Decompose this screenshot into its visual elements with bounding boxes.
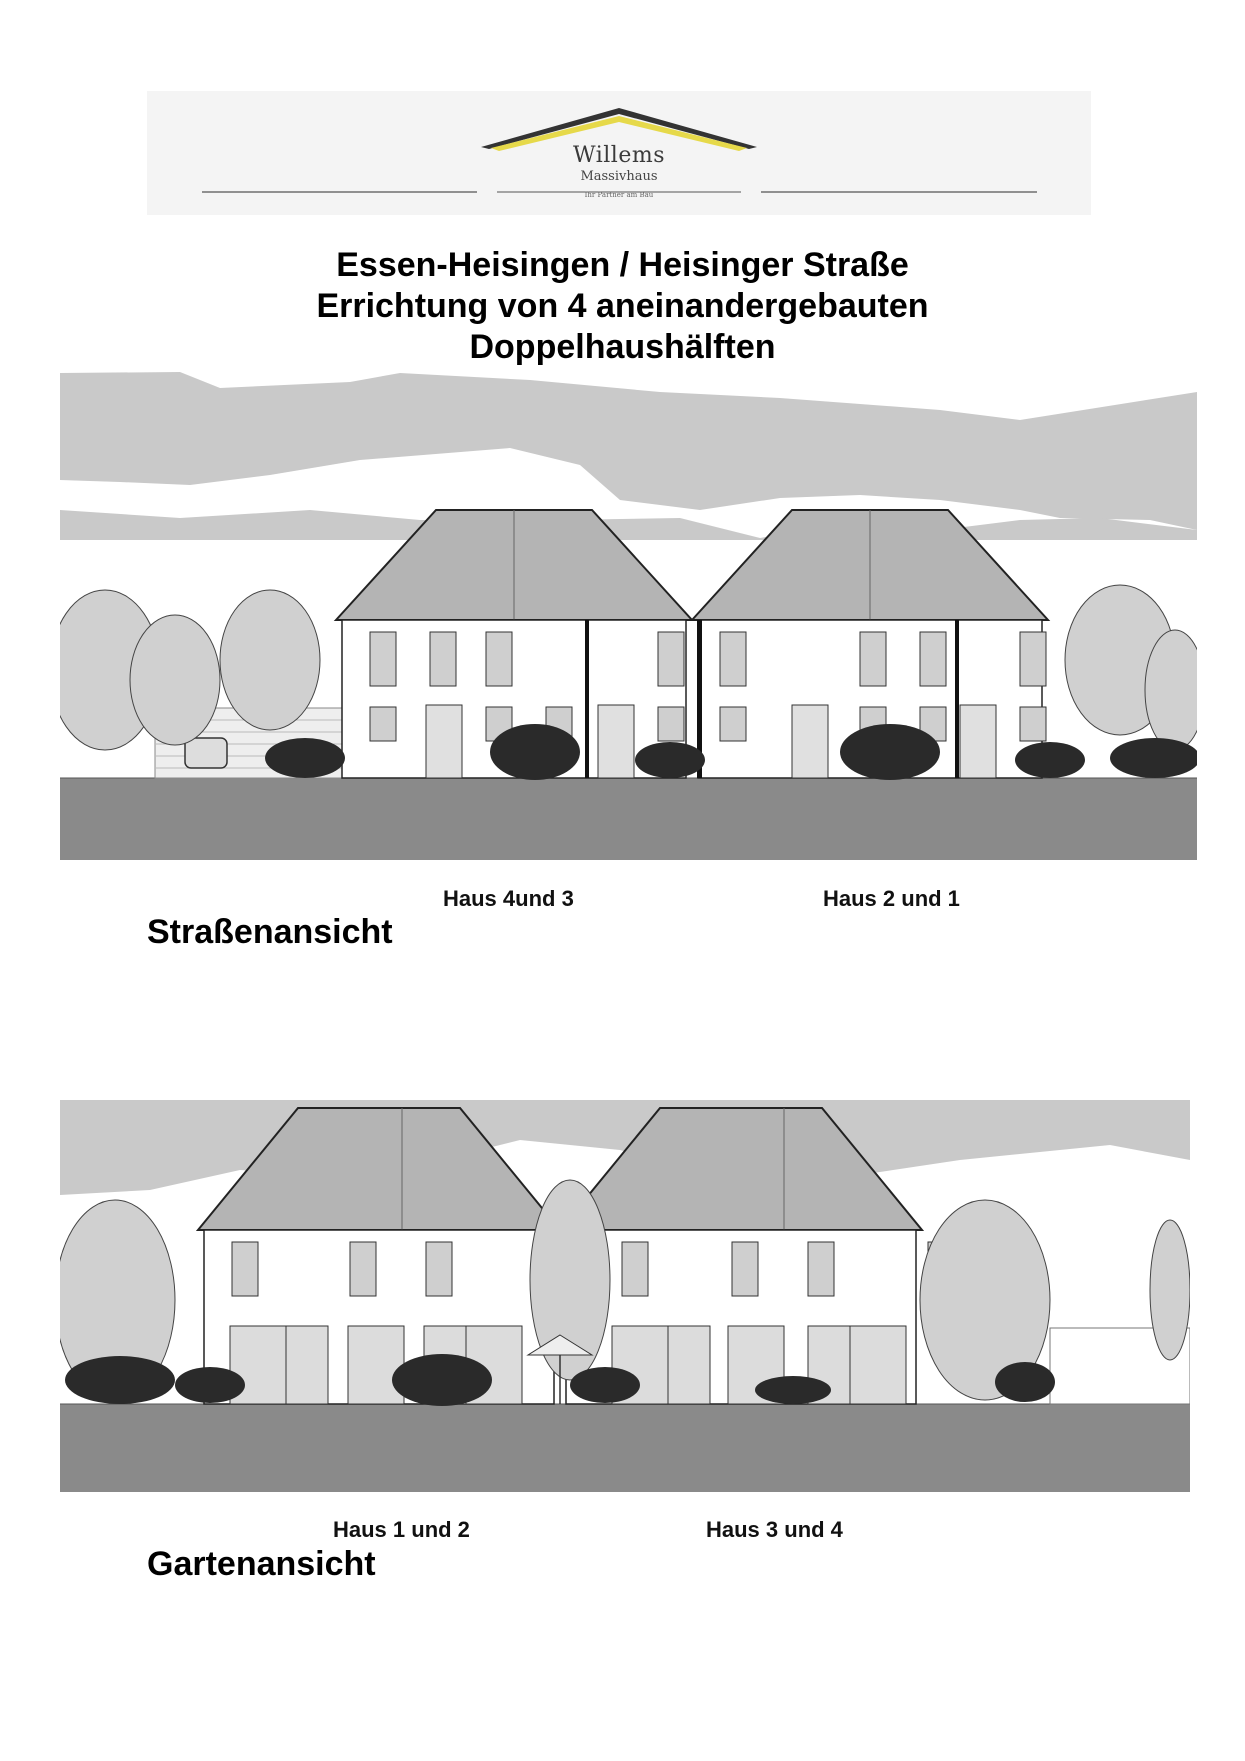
shrub	[392, 1354, 492, 1406]
shrub	[1110, 738, 1197, 778]
tree	[220, 590, 320, 730]
garden-view-heading: Gartenansicht	[147, 1545, 376, 1583]
shrub	[265, 738, 345, 778]
shrub	[1015, 742, 1085, 778]
door	[792, 705, 828, 778]
title-line-1: Essen-Heisingen / Heisinger Straße	[336, 246, 909, 284]
garden-elevation-drawing	[60, 1100, 1190, 1492]
logo-tagline: Ihr Partner am Bau	[584, 191, 654, 199]
shrub	[175, 1367, 245, 1403]
shrub	[65, 1356, 175, 1404]
car	[185, 738, 227, 768]
door	[960, 705, 996, 778]
title-line-3: Doppelhaushälften	[469, 328, 776, 366]
logo-subtitle: Massivhaus	[580, 169, 658, 184]
tree	[1150, 1220, 1190, 1360]
company-logo	[147, 91, 1091, 215]
garden-left-label: Haus 1 und 2	[333, 1517, 470, 1542]
street-view-heading: Straßenansicht	[147, 913, 393, 951]
sky-band	[60, 372, 1197, 530]
garden-right-label: Haus 3 und 4	[706, 1517, 843, 1542]
shrub	[755, 1376, 831, 1404]
title-line-2: Errichtung von 4 aneinandergebauten	[316, 287, 929, 325]
ground	[60, 1404, 1190, 1492]
ground	[60, 778, 1197, 860]
street-right-label: Haus 2 und 1	[823, 886, 960, 911]
logo-name: Willems	[572, 143, 665, 168]
door	[426, 705, 462, 778]
tree	[130, 615, 220, 745]
street-elevation-drawing	[60, 370, 1197, 860]
sky-band	[60, 510, 1197, 540]
shrub	[635, 742, 705, 778]
shrub	[570, 1367, 640, 1403]
shrub	[840, 724, 940, 780]
street-left-label: Haus 4und 3	[443, 886, 574, 911]
shrub	[995, 1362, 1055, 1402]
door	[598, 705, 634, 778]
shrub	[490, 724, 580, 780]
